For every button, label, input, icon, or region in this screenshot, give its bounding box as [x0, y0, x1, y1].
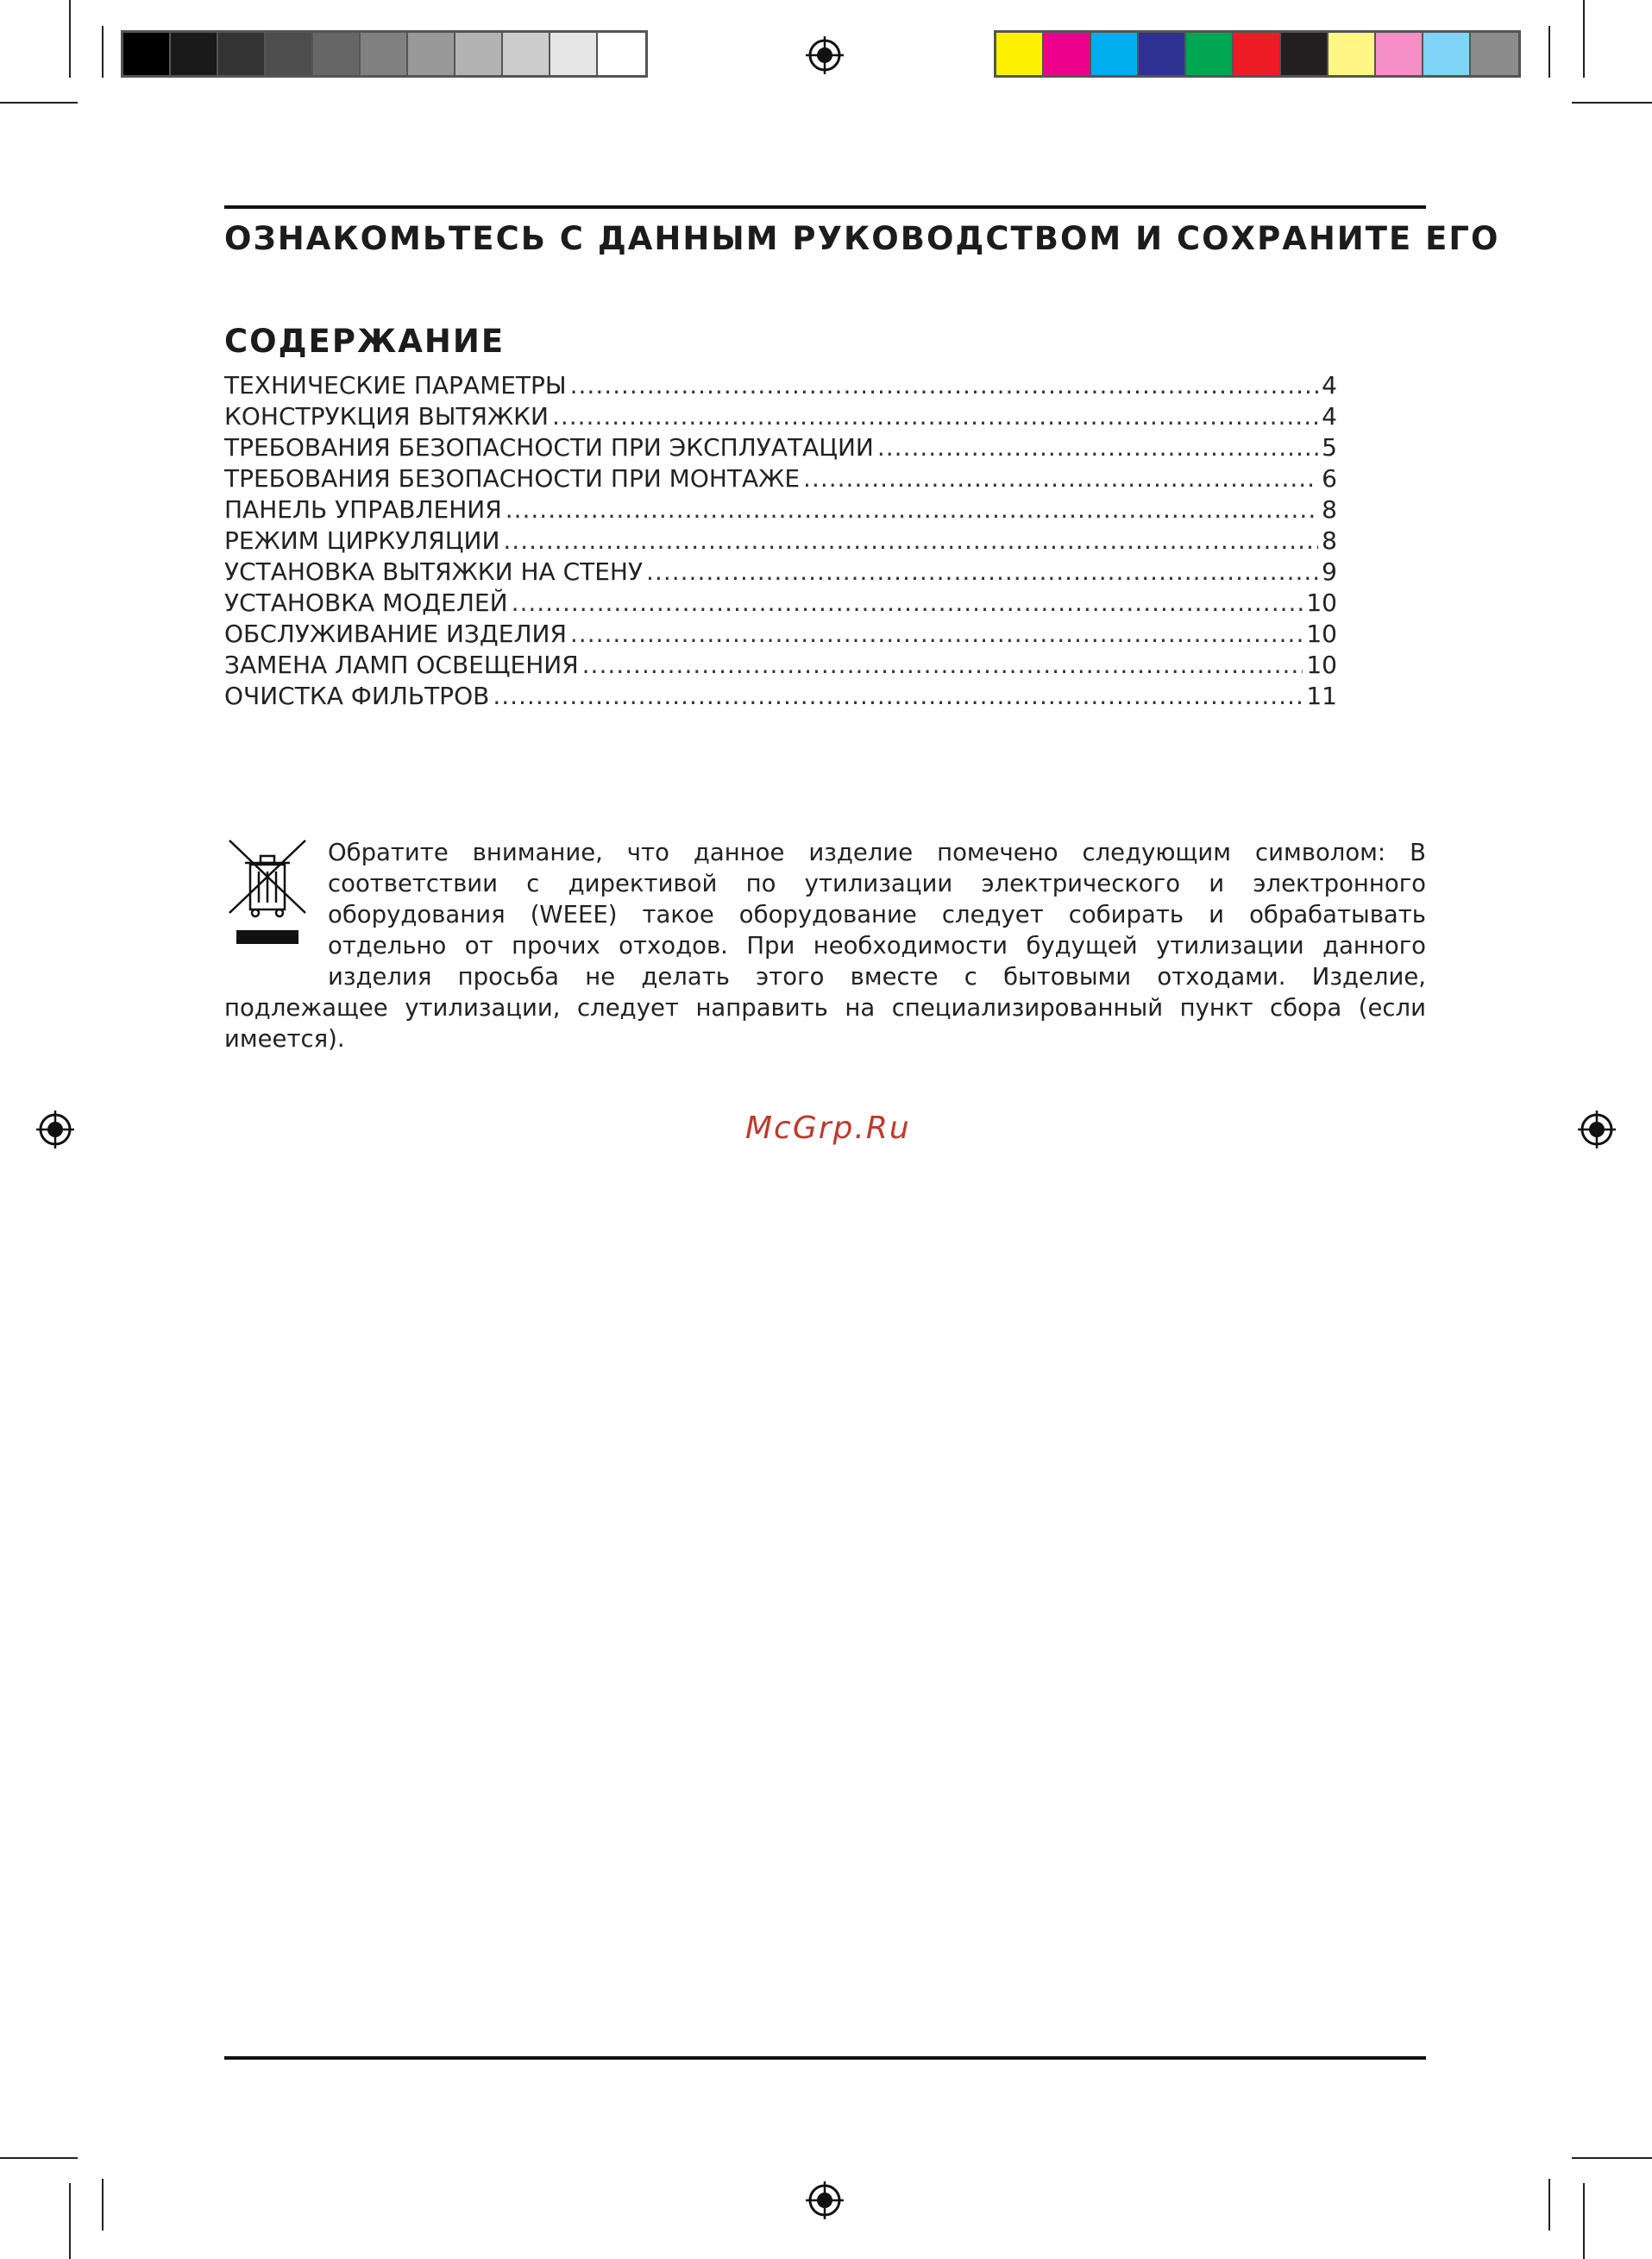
crop-mark — [102, 2179, 104, 2231]
toc-entry-title: ОЧИСТКА ФИЛЬТРОВ — [224, 682, 490, 710]
color-swatch — [598, 33, 645, 75]
weee-notice-text — [224, 837, 1426, 1054]
toc-entry-title: ЗАМЕНА ЛАМП ОСВЕЩЕНИЯ — [224, 651, 579, 679]
color-swatch — [1281, 33, 1329, 75]
toc-entry-title: ПАНЕЛЬ УПРАВЛЕНИЯ — [224, 495, 502, 524]
toc-leader-dots — [503, 526, 1318, 555]
registration-mark-icon — [806, 2181, 844, 2219]
color-swatch — [1091, 33, 1139, 75]
toc-leader-dots — [552, 402, 1318, 431]
watermark: McGrp.Ru — [745, 1111, 911, 1146]
toc-leader-dots — [570, 620, 1303, 648]
toc-leader-dots — [582, 651, 1303, 679]
toc-entry-page: 9 — [1322, 557, 1337, 586]
toc-entry — [224, 464, 1337, 495]
color-swatch — [996, 33, 1044, 75]
color-swatch — [266, 33, 313, 75]
toc-entry-page: 10 — [1306, 620, 1337, 648]
color-swatch — [455, 33, 503, 75]
toc-entry — [224, 433, 1337, 464]
table-of-contents — [224, 371, 1337, 713]
toc-entry — [224, 402, 1337, 433]
icon-spacer — [224, 837, 328, 992]
toc-entry-title: УСТАНОВКА ВЫТЯЖКИ НА СТЕНУ — [224, 557, 644, 586]
toc-entry-title: ТРЕБОВАНИЯ БЕЗОПАСНОСТИ ПРИ МОНТАЖЕ — [224, 464, 801, 493]
crop-mark — [1583, 0, 1585, 78]
toc-entry-title: УСТАНОВКА МОДЕЛЕЙ — [224, 588, 508, 617]
toc-entry — [224, 682, 1337, 713]
grayscale-color-bar — [121, 30, 648, 78]
page-title: ОЗНАКОМЬТЕСЬ С ДАННЫМ РУКОВОДСТВОМ И СОХРАНИТЕ ЕГО — [224, 220, 1500, 257]
registration-mark-icon — [806, 36, 844, 74]
toc-entry-title: ТЕХНИЧЕСКИЕ ПАРАМЕТРЫ — [224, 371, 567, 400]
color-swatch — [408, 33, 455, 75]
crop-mark — [1572, 102, 1652, 104]
toc-leader-dots — [570, 371, 1319, 400]
color-swatch — [1234, 33, 1281, 75]
color-swatch — [1471, 33, 1518, 75]
color-swatch — [1376, 33, 1423, 75]
toc-leader-dots — [506, 495, 1318, 524]
color-swatch — [550, 33, 598, 75]
toc-entry — [224, 588, 1337, 620]
crop-mark — [1583, 2183, 1585, 2259]
toc-entry-page: 8 — [1322, 495, 1337, 524]
toc-leader-dots — [512, 588, 1303, 617]
toc-leader-dots — [803, 464, 1318, 493]
toc-entry-page: 5 — [1322, 433, 1337, 462]
toc-entry-page: 10 — [1306, 651, 1337, 679]
crop-mark — [1548, 26, 1550, 78]
crop-mark — [0, 102, 78, 104]
toc-entry — [224, 371, 1337, 402]
color-swatch — [1139, 33, 1186, 75]
crop-mark — [1548, 2179, 1550, 2231]
color-swatch — [503, 33, 550, 75]
toc-entry — [224, 620, 1337, 651]
crop-mark — [1572, 2157, 1652, 2159]
color-swatch — [1329, 33, 1376, 75]
contents-heading: СОДЕРЖАНИЕ — [224, 323, 506, 360]
toc-entry-page: 4 — [1322, 371, 1337, 400]
crop-mark — [69, 0, 71, 78]
weee-notice-body: Обратите внимание, что данное изделие помечено следующим символом: В соответствии с директивой по утилизации электрического и электронного оборудования (WEEE) такое оборудование следует собирать и обрабатывать отдельно от прочих отходов. При необходимости будущей утилизации данного изделия просьба не делать этого вместе с бытовыми отходами. Изделие, подлежащее утилизации, следует направить на специализированный пункт сбора (если имеется). — [224, 839, 1426, 1053]
toc-entry-title: ОБСЛУЖИВАНИЕ ИЗДЕЛИЯ — [224, 620, 567, 648]
color-swatch — [1044, 33, 1091, 75]
registration-mark-icon — [36, 1111, 74, 1148]
toc-entry-page: 6 — [1322, 464, 1337, 493]
toc-entry — [224, 526, 1337, 557]
color-swatch — [1186, 33, 1234, 75]
toc-entry-page: 8 — [1322, 526, 1337, 555]
color-swatch — [218, 33, 266, 75]
bottom-rule — [224, 2056, 1426, 2060]
toc-entry — [224, 651, 1337, 682]
color-swatch — [171, 33, 218, 75]
crop-mark — [102, 26, 104, 78]
toc-entry-title: ТРЕБОВАНИЯ БЕЗОПАСНОСТИ ПРИ ЭКСПЛУАТАЦИИ — [224, 433, 874, 462]
toc-entry — [224, 495, 1337, 526]
top-rule — [224, 205, 1426, 209]
process-color-bar — [994, 30, 1521, 78]
crop-mark — [0, 2157, 78, 2159]
color-swatch — [361, 33, 408, 75]
toc-entry-page: 11 — [1306, 682, 1337, 710]
toc-leader-dots — [493, 682, 1303, 710]
color-swatch — [1423, 33, 1471, 75]
color-swatch — [313, 33, 361, 75]
color-swatch — [123, 33, 171, 75]
crop-mark — [69, 2183, 71, 2259]
registration-mark-icon — [1578, 1111, 1616, 1148]
toc-leader-dots — [646, 557, 1318, 586]
toc-entry-page: 10 — [1306, 588, 1337, 617]
toc-leader-dots — [877, 433, 1318, 462]
toc-entry — [224, 557, 1337, 588]
toc-entry-title: КОНСТРУКЦИЯ ВЫТЯЖКИ — [224, 402, 549, 431]
toc-entry-page: 4 — [1322, 402, 1337, 431]
toc-entry-title: РЕЖИМ ЦИРКУЛЯЦИИ — [224, 526, 500, 555]
